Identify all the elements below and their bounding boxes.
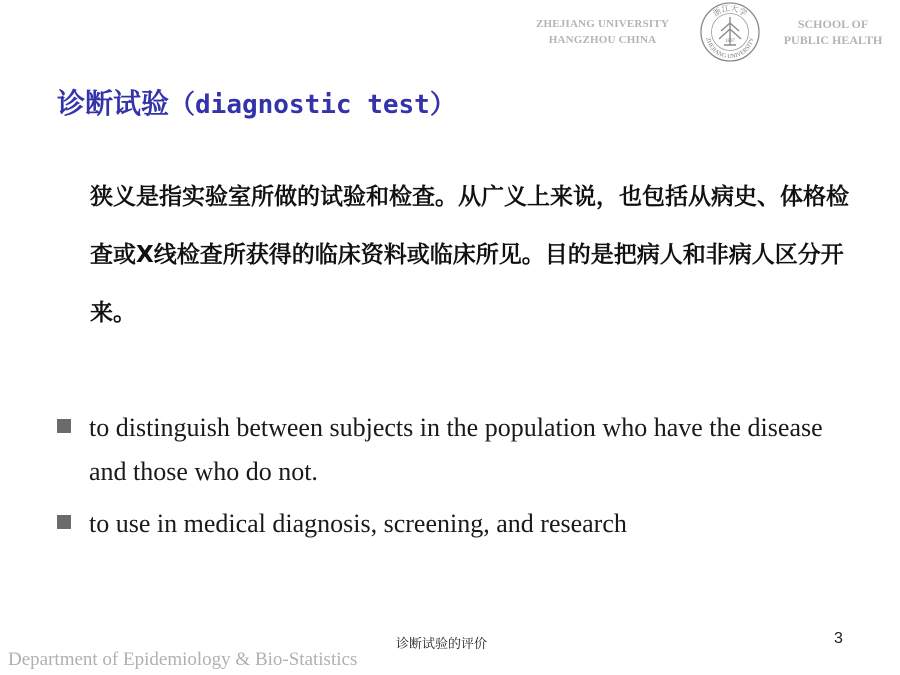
square-bullet-icon <box>57 419 71 433</box>
svg-text:浙江大学 <box>711 3 749 18</box>
school-line-2: PUBLIC HEALTH <box>783 33 883 47</box>
header-school <box>768 16 898 48</box>
footer-department: Department of Epidemiology & Bio-Statistics <box>8 649 358 670</box>
school-line-1: SCHOOL OF <box>797 17 869 31</box>
logo-year: 1897 <box>725 39 735 44</box>
bullet-item <box>56 406 856 494</box>
logo-text-top: 浙江大学 <box>711 3 749 19</box>
bullet-item <box>56 502 856 546</box>
page-number: 3 <box>834 630 843 647</box>
slide-title <box>57 82 456 122</box>
definition-paragraph: 狭义是指实验室所做的试验和检查。从广义上来说，也包括从病史、体格检查或X线检查所获得的临床资料或临床所见。目的是把病人和非病人区分开来。 <box>90 184 849 326</box>
bullet-text: to distinguish between subjects in the population who have the disease and those who do not. <box>89 413 823 486</box>
university-name: ZHEJIANG UNIVERSITY <box>535 18 670 30</box>
slide-title-cn: 诊断试验 <box>57 89 170 120</box>
university-logo-icon <box>697 1 763 63</box>
university-city: HANGZHOU CHINA <box>548 34 657 46</box>
slide-title-en: （diagnostic test） <box>169 90 456 120</box>
square-bullet-icon <box>57 515 71 529</box>
header-university <box>510 16 695 48</box>
logo-text-bottom: ZHEJIANG UNIVERSITY <box>704 37 756 61</box>
bullet-text: to use in medical diagnosis, screening, and research <box>89 509 627 538</box>
footer-center-text: 诊断试验的评价 <box>396 637 488 652</box>
bullet-list <box>56 406 856 554</box>
